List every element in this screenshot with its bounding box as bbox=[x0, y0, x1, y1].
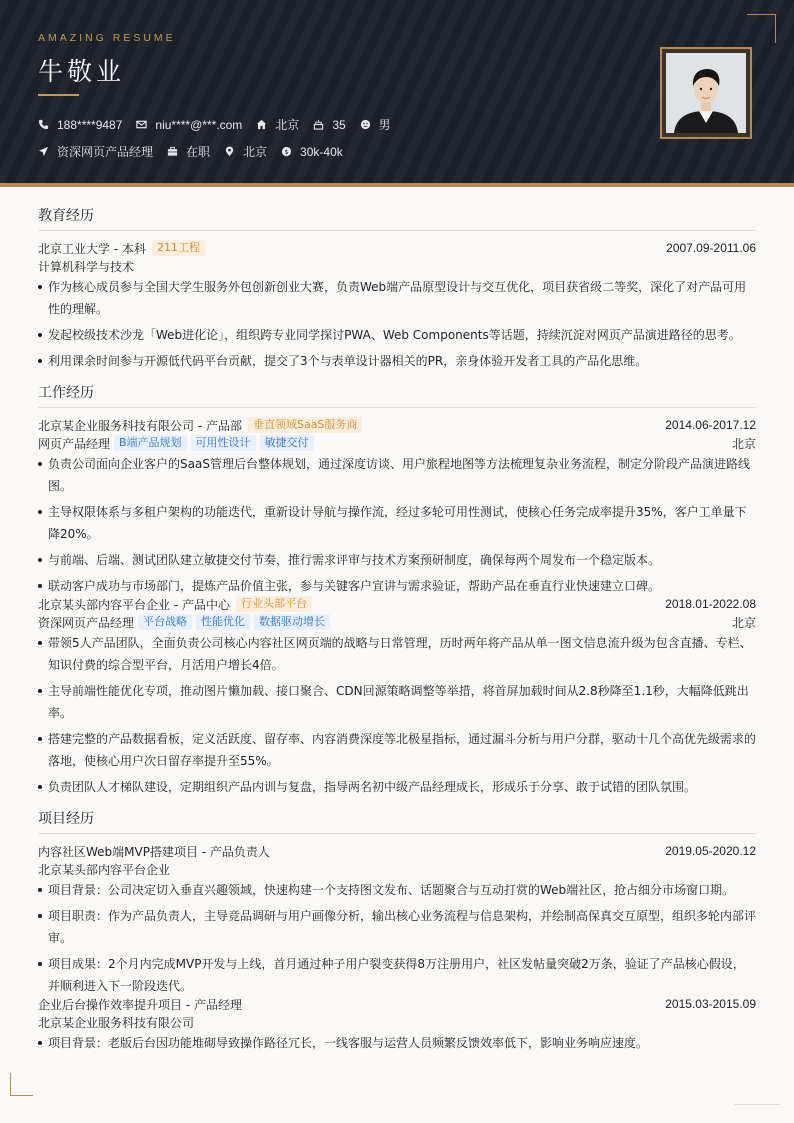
project-date: 2019.05-2020.12 bbox=[665, 844, 756, 858]
phone-text: 188****9487 bbox=[57, 117, 123, 132]
list-item: 项目成果：2个月内完成MVP开发与上线，首月通过种子用户裂变获得8万注册用户，社区发帖量突破2万条，验证了产品核心假设，并顺利进入下一阶段迭代。 bbox=[38, 953, 756, 997]
job-bullets bbox=[38, 453, 756, 597]
job-intent-row bbox=[38, 143, 357, 160]
project-org: 北京某企业服务科技有限公司 bbox=[38, 1015, 195, 1030]
list-item: 项目背景：老版后台因功能堆砌导致操作路径冗长，一线客服与运营人员频繁反馈效率低下，影响业务响应速度。 bbox=[38, 1032, 756, 1054]
school-name: 北京工业大学 - 本科 bbox=[38, 241, 146, 256]
contact-row bbox=[38, 116, 405, 133]
home-text: 北京 bbox=[275, 118, 300, 132]
education-bullets bbox=[38, 276, 756, 372]
target-city-text: 北京 bbox=[243, 145, 268, 159]
status-info bbox=[167, 143, 210, 160]
job-date: 2014.06-2017.12 bbox=[665, 418, 756, 432]
list-item: 负责公司面向企业客户的SaaS管理后台整体规划，通过深度访谈、用户旅程地图等方法梳理复杂业务流程，制定分阶段产品演进路线图。 bbox=[38, 453, 756, 497]
phone-info bbox=[38, 118, 122, 132]
job-entry bbox=[38, 595, 756, 798]
phone-icon bbox=[38, 119, 49, 130]
list-item: 发起校级技术沙龙「Web进化论」，组织跨专业同学探讨PWA、Web Components等话题，持续沉淀对网页产品演进路径的思考。 bbox=[38, 324, 756, 346]
status-text: 在职 bbox=[186, 145, 211, 159]
project-bullets bbox=[38, 1032, 756, 1054]
skill-tag: 可用性设计 bbox=[191, 435, 256, 451]
list-item: 联动客户成功与市场部门，提炼产品价值主张，参与关键客户宣讲与需求验证，帮助产品在垂直行业快速建立口碑。 bbox=[38, 575, 756, 597]
skill-tag: 性能优化 bbox=[196, 614, 250, 630]
project-entry bbox=[38, 995, 756, 1054]
svg-text:$: $ bbox=[284, 147, 289, 156]
projects-section bbox=[38, 808, 756, 1054]
job-bullets bbox=[38, 632, 756, 798]
project-bullets bbox=[38, 879, 756, 997]
project-org-row bbox=[38, 1013, 756, 1031]
list-item: 带领5人产品团队，全面负责公司核心内容社区网页端的战略与日常管理，历时两年将产品从单一图文信息流升级为包含直播、专栏、知识付费的综合型平台，月活用户增长4倍。 bbox=[38, 632, 756, 676]
education-section bbox=[38, 205, 756, 372]
project-entry-header bbox=[38, 842, 756, 860]
company-name: 北京某企业服务科技有限公司 - 产品部 bbox=[38, 418, 242, 433]
target-position-info bbox=[38, 143, 153, 160]
job-entry bbox=[38, 416, 756, 597]
project-org: 北京某头部内容平台企业 bbox=[38, 862, 171, 877]
briefcase-icon bbox=[167, 146, 178, 157]
corner-ornament bbox=[10, 1073, 33, 1096]
send-icon bbox=[38, 146, 49, 157]
list-item: 负责团队人才梯队建设，定期组织产品内训与复盘，指导两名初中级产品经理成长，形成乐于分享、敢于试错的团队氛围。 bbox=[38, 776, 756, 798]
footer-divider bbox=[734, 1104, 780, 1105]
project-entry-header bbox=[38, 995, 756, 1013]
gender-icon bbox=[360, 119, 371, 130]
major-name: 计算机科学与技术 bbox=[38, 259, 135, 274]
project-entry bbox=[38, 842, 756, 997]
project-org-row bbox=[38, 860, 756, 878]
list-item: 项目背景：公司决定切入垂直兴趣领域，快速构建一个支持图文发布、话题聚合与互动打赏的Web端社区，抢占细分市场窗口期。 bbox=[38, 879, 756, 901]
company-tag: 垂直领域SaaS服务商 bbox=[248, 417, 362, 433]
list-item: 利用课余时间参与开源低代码平台贡献，提交了3个与表单设计器相关的PR，亲身体验开发者工具的产品化思维。 bbox=[38, 350, 756, 372]
job-entry-header bbox=[38, 416, 756, 434]
list-item: 与前端、后端、测试团队建立敏捷交付节奏，推行需求评审与技术方案预研制度，确保每两个周发布一个稳定版本。 bbox=[38, 549, 756, 571]
name-underline bbox=[38, 94, 79, 96]
profile-photo bbox=[660, 47, 752, 139]
list-item: 搭建完整的产品数据看板，定义活跃度、留存率、内容消费深度等北极星指标，通过漏斗分析与用户分群，驱动十几个高优先级需求的落地，使核心用户次日留存率提升至55%。 bbox=[38, 728, 756, 772]
job-city: 北京 bbox=[731, 436, 756, 451]
age-text: 35 bbox=[332, 117, 346, 132]
email-text: niu****@***.com bbox=[155, 117, 243, 132]
education-date: 2007.09-2011.06 bbox=[666, 241, 756, 255]
resume-body bbox=[38, 205, 756, 1058]
job-position-row bbox=[38, 434, 756, 452]
home-info bbox=[256, 116, 299, 133]
salary-info bbox=[281, 145, 343, 159]
company-tag: 行业头部平台 bbox=[236, 596, 312, 612]
target-city-info bbox=[224, 143, 267, 160]
target-position-text: 资深网页产品经理 bbox=[57, 145, 154, 159]
job-position: 网页产品经理 bbox=[38, 436, 111, 451]
education-entry-header bbox=[38, 239, 756, 257]
project-date: 2015.03-2015.09 bbox=[665, 997, 756, 1011]
list-item: 项目职责：作为产品负责人，主导竞品调研与用户画像分析，输出核心业务流程与信息架构，并绘制高保真交互原型，组织多轮内部评审。 bbox=[38, 905, 756, 949]
home-icon bbox=[256, 119, 267, 130]
project-name: 内容社区Web端MVP搭建项目 - 产品负责人 bbox=[38, 844, 270, 859]
education-major-row bbox=[38, 257, 756, 275]
gender-info bbox=[360, 116, 391, 133]
candidate-name: 牛敬业 bbox=[38, 57, 126, 86]
age-info bbox=[313, 118, 345, 132]
salary-text: 30k-40k bbox=[300, 144, 343, 159]
list-item: 作为核心成员参与全国大学生服务外包创新创业大赛，负责Web端产品原型设计与交互优化，项目获省级二等奖，深化了对产品可用性的理解。 bbox=[38, 276, 756, 320]
job-entry-header bbox=[38, 595, 756, 613]
cake-icon bbox=[313, 119, 324, 130]
skill-tag: 数据驱动增长 bbox=[254, 614, 330, 630]
section-title-education: 教育经历 bbox=[38, 205, 756, 231]
skill-tag: B端产品规划 bbox=[114, 435, 187, 451]
mail-icon bbox=[136, 119, 147, 130]
location-pin-icon bbox=[224, 146, 235, 157]
section-title-projects: 项目经历 bbox=[38, 808, 756, 834]
resume-header bbox=[0, 0, 794, 187]
job-date: 2018.01-2022.08 bbox=[665, 597, 756, 611]
job-position: 资深网页产品经理 bbox=[38, 615, 135, 630]
gender-text: 男 bbox=[378, 118, 391, 132]
email-info bbox=[136, 118, 242, 132]
project-name: 企业后台操作效率提升项目 - 产品经理 bbox=[38, 997, 242, 1012]
school-tag: 211工程 bbox=[152, 240, 205, 256]
job-position-row bbox=[38, 613, 756, 631]
list-item: 主导前端性能优化专项，推动图片懒加载、接口聚合、CDN回源策略调整等举措，将首屏加载时间从2.8秒降至1.1秒，大幅降低跳出率。 bbox=[38, 680, 756, 724]
resume-tagline: AMAZING RESUME bbox=[38, 32, 176, 44]
work-section bbox=[38, 382, 756, 798]
section-title-work: 工作经历 bbox=[38, 382, 756, 408]
salary-icon bbox=[281, 146, 292, 157]
corner-ornament bbox=[747, 14, 776, 43]
job-city: 北京 bbox=[731, 615, 756, 630]
company-name: 北京某头部内容平台企业 - 产品中心 bbox=[38, 597, 230, 612]
skill-tag: 平台战略 bbox=[138, 614, 192, 630]
avatar bbox=[666, 53, 746, 133]
list-item: 主导权限体系与多租户架构的功能迭代，重新设计导航与操作流，经过多轮可用性测试，使核心任务完成率提升35%，客户工单量下降20%。 bbox=[38, 501, 756, 545]
skill-tag: 敏捷交付 bbox=[260, 435, 314, 451]
